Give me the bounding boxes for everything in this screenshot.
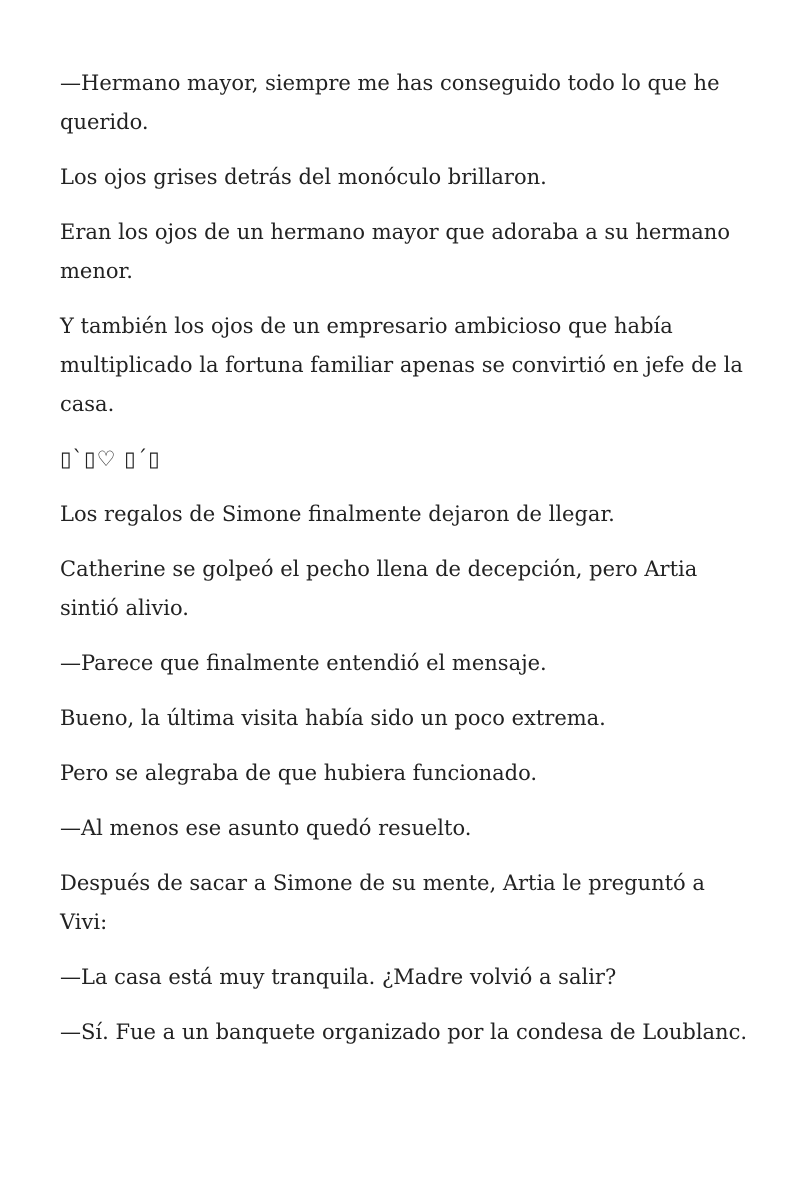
paragraph: Los regalos de Simone finalmente dejaron de llegar. [60,502,615,526]
paragraph: —Al menos ese asunto quedó resuelto. [60,816,472,840]
paragraph: —Hermano mayor, siempre me has conseguido todo lo que he querido. [60,71,720,134]
paragraph: Los ojos grises detrás del monóculo brillaron. [60,165,547,189]
paragraph: —Sí. Fue a un banquete organizado por la condesa de Loublanc. [60,1020,748,1044]
paragraph: —Parece que finalmente entendió el mensaje. [60,651,547,675]
paragraph: —La casa está muy tranquila. ¿Madre volvió a salir? [60,965,617,989]
paragraph: Bueno, la última visita había sido un poco extrema. [60,706,606,730]
scene-break-divider: ▯`▯♡ ▯´▯ [60,447,161,471]
paragraph: Pero se alegraba de que hubiera funcionado. [60,761,538,785]
paragraph: Eran los ojos de un hermano mayor que adoraba a su hermano menor. [60,220,730,283]
paragraph: Y también los ojos de un empresario ambicioso que había multiplicado la fortuna familiar apenas se convirtió en jefe de la casa. [60,314,743,416]
paragraph: Después de sacar a Simone de su mente, Artia le preguntó a Vivi: [60,871,705,934]
document-body [60,64,750,1068]
paragraph: Catherine se golpeó el pecho llena de decepción, pero Artia sintió alivio. [60,557,698,620]
